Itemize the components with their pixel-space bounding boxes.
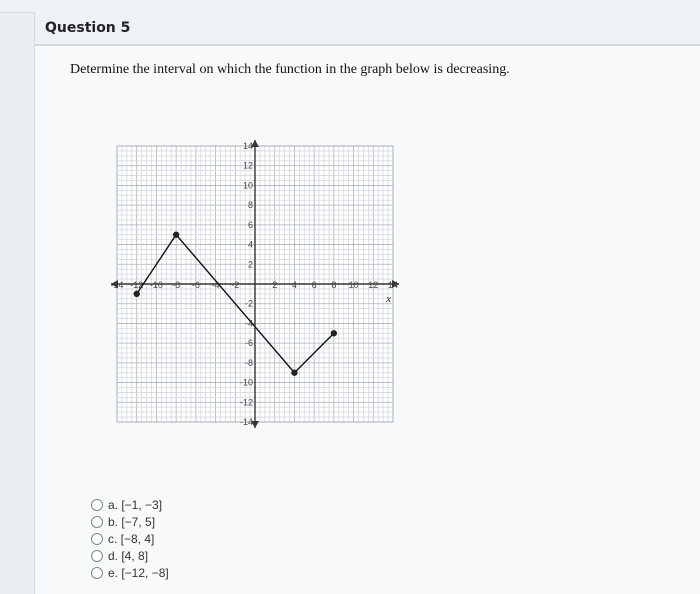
x-axis-label: x [386,293,391,305]
x-tick-label: 12 [368,280,379,290]
option-d[interactable] [91,547,169,564]
x-tick-label: -6 [191,280,200,290]
option-e[interactable] [91,564,169,581]
y-tick-label: 2 [247,259,253,270]
answer-options [91,496,169,581]
radio-d[interactable] [91,550,103,562]
option-a[interactable] [91,496,169,513]
x-tick-label: 10 [348,280,359,290]
x-tick-label: -12 [130,280,144,290]
question-panel [34,12,700,594]
option-b-label: b. [−7, 5] [108,514,156,529]
question-prompt: Determine the interval on which the function in the graph below is decreasing. [70,62,510,77]
y-tick-label: -6 [244,338,253,349]
y-tick-label: -8 [244,357,253,368]
radio-c[interactable] [91,533,103,545]
y-tick-label: 10 [242,180,253,191]
radio-b[interactable] [91,516,103,528]
function-graph [105,134,405,439]
function-point [173,232,179,238]
y-tick-label: -12 [239,397,253,408]
y-tick-label: 14 [242,141,253,151]
y-tick-label: -14 [239,417,253,427]
radio-e[interactable] [91,567,103,579]
function-point [134,291,140,297]
x-tick-label: -8 [172,280,181,290]
y-tick-label: -2 [244,298,253,309]
option-b[interactable] [91,513,169,530]
y-tick-label: -4 [244,318,253,329]
x-tick-label: 2 [272,280,278,290]
x-tick-label: -10 [149,280,163,290]
x-tick-label: 14 [387,280,399,290]
y-tick-label: 8 [247,200,253,211]
option-d-label: d. [4, 8] [108,548,149,563]
x-tick-label: 8 [331,280,337,290]
option-c[interactable] [91,530,169,547]
y-tick-label: 4 [247,239,253,250]
y-tick-label: 12 [242,160,253,171]
function-point [331,330,337,336]
option-c-label: c. [−8, 4] [108,531,155,546]
y-tick-label: 6 [247,219,253,230]
function-point [291,370,297,376]
question-header [35,12,700,46]
x-tick-label: -4 [211,280,220,290]
x-tick-label: -2 [231,280,240,290]
x-tick-label: 6 [311,280,317,290]
radio-a[interactable] [91,499,103,511]
x-tick-label: -14 [110,280,124,290]
option-e-label: e. [−12, −8] [108,565,169,580]
graph-svg [105,134,405,434]
question-title: Question 5 [45,20,131,36]
x-tick-label: 4 [291,280,297,290]
option-a-label: a. [−1, −3] [108,497,163,512]
y-tick-label: -10 [239,377,253,388]
